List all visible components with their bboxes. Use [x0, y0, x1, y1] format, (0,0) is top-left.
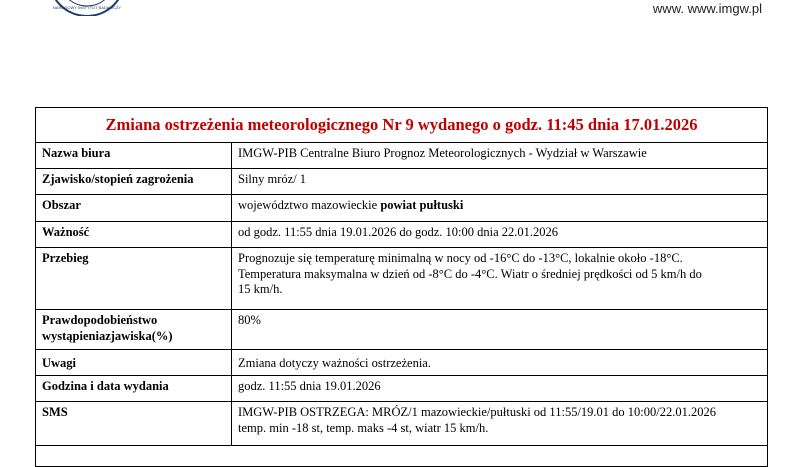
probability-label-line: Prawdopodobieństwo — [42, 313, 158, 327]
label-validity: Ważność — [36, 222, 232, 248]
area-voivodeship: województwo mazowieckie — [238, 198, 381, 212]
label-probability — [36, 310, 232, 350]
label-office: Nazwa biura — [36, 143, 232, 169]
label-area: Obszar — [36, 195, 232, 222]
value-course — [232, 248, 768, 310]
course-line: Temperatura maksymalna w dzień od -8°C do -4°C. Wiatr o średniej prędkości od 5 km/h do — [238, 266, 702, 281]
warning-table — [36, 142, 767, 446]
value-phenomenon: Silny mróz/ 1 — [232, 169, 768, 195]
course-line: 15 km/h. — [238, 282, 283, 296]
value-validity: od godz. 11:55 dnia 19.01.2026 do godz. 10:00 dnia 22.01.2026 — [232, 222, 768, 248]
value-area — [232, 195, 768, 222]
logo-ring-text: NARODOWY INSTYTUT BADAWCZY — [52, 5, 122, 10]
imgw-logo — [44, 0, 130, 16]
table-row — [36, 143, 767, 169]
value-office: IMGW-PIB Centralne Biuro Prognoz Meteorologicznych - Wydział w Warszawie — [232, 143, 768, 169]
label-course: Przebieg — [36, 248, 232, 310]
value-issued: godz. 11:55 dnia 19.01.2026 — [232, 376, 768, 402]
warning-document — [35, 107, 768, 467]
table-row — [36, 402, 767, 446]
table-row — [36, 222, 767, 248]
table-row — [36, 310, 767, 350]
label-remarks: Uwagi — [36, 350, 232, 376]
table-row — [36, 350, 767, 376]
probability-label-line: wystąpieniazjawiska(%) — [42, 328, 173, 343]
course-line: Prognozuje się temperaturę minimalną w nocy od -16°C do -13°C, lokalnie około -18°C. — [238, 251, 683, 265]
warning-title: Zmiana ostrzeżenia meteorologicznego Nr 9 wydanego o godz. 11:45 dnia 17.01.2026 — [105, 115, 698, 134]
value-sms — [232, 402, 768, 446]
table-row — [36, 169, 767, 195]
label-phenomenon: Zjawisko/stopień zagrożenia — [36, 169, 232, 195]
value-remarks: Zmiana dotyczy ważności ostrzeżenia. — [232, 350, 768, 376]
table-row — [36, 376, 767, 402]
sms-line: IMGW-PIB OSTRZEGA: MRÓZ/1 mazowieckie/pułtuski od 11:55/19.01 do 10:00/22.01.2026 — [238, 405, 716, 419]
value-probability: 80% — [232, 310, 768, 350]
sms-line: temp. min -18 st, temp. maks -4 st, wiatr 15 km/h. — [238, 420, 489, 435]
area-county: powiat pułtuski — [380, 198, 464, 212]
website-url[interactable]: www. www.imgw.pl — [652, 1, 762, 16]
label-sms: SMS — [36, 402, 232, 446]
table-row — [36, 195, 767, 222]
label-issued: Godzina i data wydania — [36, 376, 232, 402]
table-row — [36, 248, 767, 310]
